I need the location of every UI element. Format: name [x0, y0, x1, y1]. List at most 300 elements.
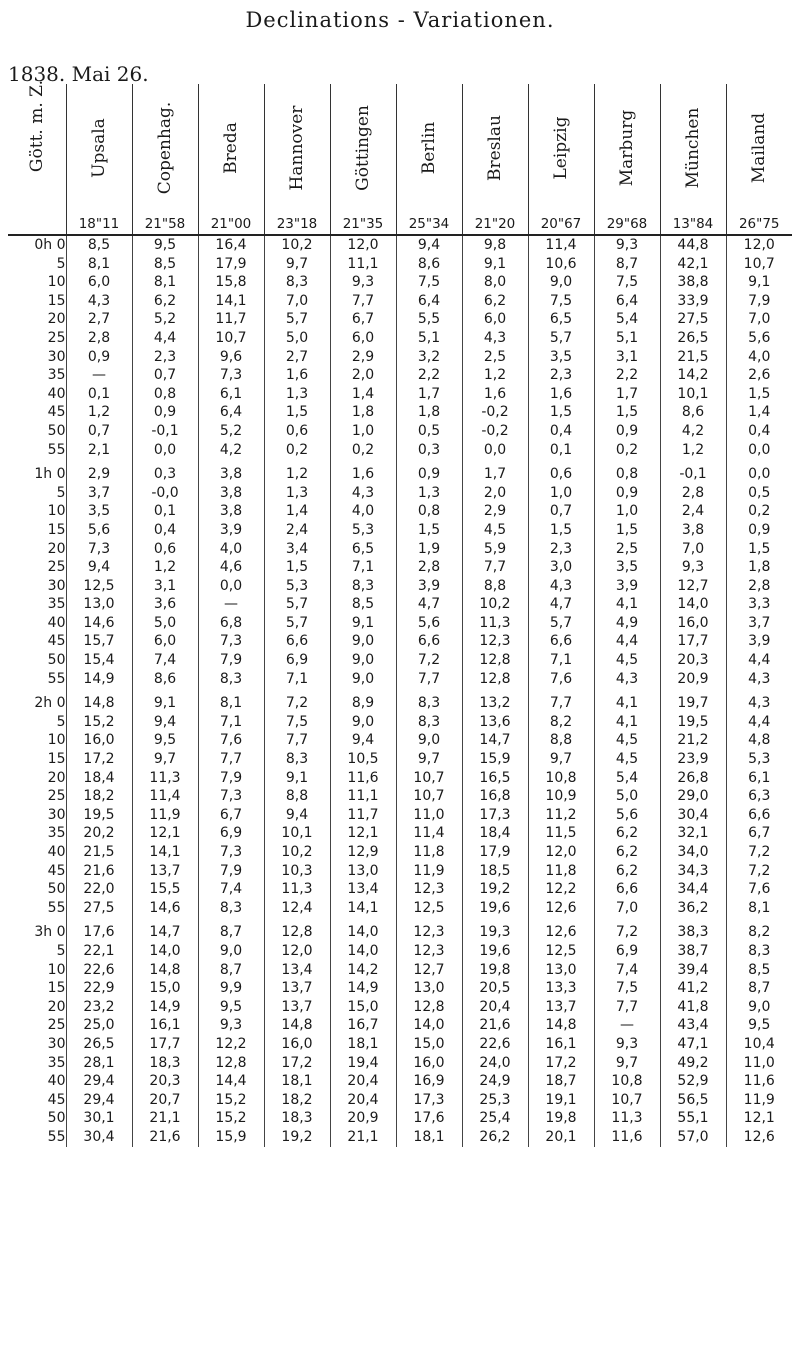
table-row — [8, 1072, 792, 1091]
time-cell: 30 — [47, 806, 66, 823]
table-row — [8, 787, 792, 806]
value-cell: 0,6 — [132, 540, 198, 559]
time-cell: 30 — [47, 348, 66, 365]
value-cell: 12,6 — [528, 917, 594, 942]
value-cell: 5,3 — [330, 521, 396, 540]
value-cell: 5,5 — [396, 310, 462, 329]
value-cell: 14,2 — [660, 366, 726, 385]
value-cell: 12,5 — [528, 942, 594, 961]
value-cell: 1,5 — [594, 403, 660, 422]
value-cell: 11,6 — [726, 1072, 792, 1091]
value-cell: 9,0 — [198, 942, 264, 961]
value-cell: 2,8 — [396, 558, 462, 577]
value-cell: 7,5 — [528, 292, 594, 311]
time-cell: 40 — [47, 614, 66, 631]
value-cell: 24,9 — [462, 1072, 528, 1091]
value-cell: 10,3 — [264, 862, 330, 881]
value-cell: 15,0 — [330, 998, 396, 1017]
value-cell: 12,9 — [330, 843, 396, 862]
value-cell: 7,2 — [594, 917, 660, 942]
value-cell: 2,2 — [396, 366, 462, 385]
table-row — [8, 577, 792, 596]
value-cell: 12,2 — [528, 880, 594, 899]
value-cell: 8,5 — [330, 595, 396, 614]
time-cell: 10 — [47, 961, 66, 978]
value-cell: 8,6 — [660, 403, 726, 422]
table-row — [8, 942, 792, 961]
value-cell: 4,0 — [198, 540, 264, 559]
value-cell: 1,5 — [726, 540, 792, 559]
value-cell: 4,5 — [594, 731, 660, 750]
time-cell: 40 — [47, 385, 66, 402]
value-cell: 1,2 — [66, 403, 132, 422]
value-cell: 19,7 — [660, 688, 726, 713]
value-cell: 15,8 — [198, 273, 264, 292]
value-cell: 5,9 — [462, 540, 528, 559]
value-cell: 5,6 — [726, 329, 792, 348]
value-cell: — — [66, 366, 132, 385]
station-name: Mailand — [749, 112, 770, 184]
value-cell: 0,6 — [264, 422, 330, 441]
value-cell: 1,7 — [594, 385, 660, 404]
value-cell: 4,0 — [726, 348, 792, 367]
table-row — [8, 595, 792, 614]
value-cell: 4,5 — [594, 750, 660, 769]
value-cell: 12,8 — [462, 651, 528, 670]
value-cell: 6,8 — [198, 614, 264, 633]
value-cell: 6,2 — [594, 824, 660, 843]
value-cell: 8,2 — [528, 713, 594, 732]
value-cell: 0,1 — [132, 502, 198, 521]
value-cell: 8,7 — [726, 979, 792, 998]
value-cell: 10,9 — [528, 787, 594, 806]
time-cell: 15 — [47, 292, 66, 309]
table-row — [8, 255, 792, 274]
scale-value: 29"68 — [606, 216, 648, 232]
value-cell: 2,0 — [462, 484, 528, 503]
value-cell: 13,0 — [330, 862, 396, 881]
value-cell: 12,0 — [264, 942, 330, 961]
time-cell: 55 — [47, 441, 66, 458]
value-cell: 1,2 — [264, 459, 330, 484]
value-cell: 9,5 — [198, 998, 264, 1017]
value-cell: 9,0 — [396, 731, 462, 750]
value-cell: 8,1 — [726, 899, 792, 918]
value-cell: 18,3 — [264, 1109, 330, 1128]
value-cell: 0,0 — [726, 459, 792, 484]
time-cell: 15 — [47, 980, 66, 997]
time-cell: 2h 0 — [34, 695, 66, 712]
value-cell: 6,2 — [132, 292, 198, 311]
scale-value: 21"58 — [144, 216, 186, 232]
value-cell: 18,1 — [396, 1128, 462, 1147]
value-cell: 0,4 — [132, 521, 198, 540]
value-cell: 1,5 — [726, 385, 792, 404]
value-cell: 3,0 — [528, 558, 594, 577]
value-cell: 0,0 — [462, 441, 528, 460]
value-cell: 15,2 — [198, 1091, 264, 1110]
column-header-station — [726, 84, 792, 235]
value-cell: 9,7 — [264, 255, 330, 274]
value-cell: 12,8 — [462, 670, 528, 689]
station-name: Breslau — [485, 115, 505, 181]
time-cell: 25 — [47, 329, 66, 346]
value-cell: 7,1 — [330, 558, 396, 577]
value-cell: 13,3 — [528, 979, 594, 998]
value-cell: 15,2 — [198, 1109, 264, 1128]
value-cell: 3,8 — [198, 484, 264, 503]
value-cell: 12,7 — [396, 961, 462, 980]
value-cell: 16,1 — [132, 1016, 198, 1035]
time-cell: 40 — [47, 1073, 66, 1090]
value-cell: 20,2 — [66, 824, 132, 843]
value-cell: 1,8 — [330, 403, 396, 422]
station-name: Gött. m. Z. — [26, 79, 47, 173]
value-cell: 38,8 — [660, 273, 726, 292]
time-cell: 15 — [47, 521, 66, 538]
value-cell: 1,6 — [330, 459, 396, 484]
time-cell: 30 — [47, 1035, 66, 1052]
value-cell: 2,4 — [264, 521, 330, 540]
value-cell: 15,9 — [462, 750, 528, 769]
table-row — [8, 632, 792, 651]
table-row — [8, 1128, 792, 1147]
value-cell: 7,0 — [264, 292, 330, 311]
value-cell: 15,9 — [198, 1128, 264, 1147]
value-cell: 7,3 — [66, 540, 132, 559]
value-cell: 11,2 — [528, 806, 594, 825]
value-cell: 11,0 — [396, 806, 462, 825]
value-cell: 9,4 — [132, 713, 198, 732]
value-cell: 7,5 — [264, 713, 330, 732]
value-cell: 1,3 — [264, 484, 330, 503]
value-cell: 4,3 — [330, 484, 396, 503]
value-cell: 2,1 — [66, 441, 132, 460]
table-row — [8, 310, 792, 329]
column-header-station — [594, 84, 660, 235]
value-cell: 20,4 — [462, 998, 528, 1017]
value-cell: 5,1 — [594, 329, 660, 348]
value-cell: 7,6 — [726, 880, 792, 899]
value-cell: 5,4 — [594, 769, 660, 788]
value-cell: 17,3 — [462, 806, 528, 825]
time-cell: 0h 0 — [34, 237, 66, 253]
value-cell: 12,1 — [132, 824, 198, 843]
value-cell: 11,3 — [264, 880, 330, 899]
time-cell: 25 — [47, 1017, 66, 1034]
table-row — [8, 292, 792, 311]
value-cell: 17,2 — [264, 1054, 330, 1073]
value-cell: 9,4 — [396, 235, 462, 255]
value-cell: 6,2 — [594, 862, 660, 881]
column-header-station — [66, 84, 132, 235]
value-cell: 7,5 — [594, 979, 660, 998]
value-cell: 2,6 — [726, 366, 792, 385]
value-cell: 25,4 — [462, 1109, 528, 1128]
column-header-station — [132, 84, 198, 235]
value-cell: 1,4 — [726, 403, 792, 422]
value-cell: 14,4 — [198, 1072, 264, 1091]
value-cell: 9,9 — [198, 979, 264, 998]
value-cell: 5,1 — [396, 329, 462, 348]
value-cell: 1,6 — [528, 385, 594, 404]
value-cell: 19,8 — [462, 961, 528, 980]
value-cell: 29,4 — [66, 1072, 132, 1091]
value-cell: 1,4 — [264, 502, 330, 521]
value-cell: 7,1 — [264, 670, 330, 689]
scale-value: 20"67 — [540, 216, 582, 232]
value-cell: 4,4 — [132, 329, 198, 348]
value-cell: 52,9 — [660, 1072, 726, 1091]
value-cell: 12,3 — [396, 942, 462, 961]
time-cell: 55 — [47, 1128, 66, 1145]
station-name: Marburg — [617, 109, 637, 187]
time-cell: 35 — [47, 825, 66, 842]
table-row — [8, 521, 792, 540]
value-cell: 8,8 — [528, 731, 594, 750]
scale-value: 21"20 — [474, 216, 516, 232]
value-cell: 2,4 — [660, 502, 726, 521]
value-cell: 3,5 — [594, 558, 660, 577]
value-cell: 6,6 — [726, 806, 792, 825]
value-cell: 8,5 — [66, 235, 132, 255]
value-cell: 2,7 — [264, 348, 330, 367]
column-header-station — [528, 84, 594, 235]
value-cell: 30,4 — [660, 806, 726, 825]
value-cell: 2,9 — [462, 502, 528, 521]
value-cell: 57,0 — [660, 1128, 726, 1147]
value-cell: 11,4 — [528, 235, 594, 255]
value-cell: 5,0 — [132, 614, 198, 633]
value-cell: 4,4 — [726, 651, 792, 670]
value-cell: 10,7 — [396, 769, 462, 788]
value-cell: 11,9 — [396, 862, 462, 881]
table-row — [8, 422, 792, 441]
value-cell: 34,4 — [660, 880, 726, 899]
value-cell: 14,0 — [660, 595, 726, 614]
record-date: 1838. Mai 26. — [8, 62, 149, 86]
value-cell: 21,2 — [660, 731, 726, 750]
value-cell: 12,5 — [396, 899, 462, 918]
value-cell: 8,1 — [198, 688, 264, 713]
value-cell: 3,5 — [66, 502, 132, 521]
time-cell: 5 — [56, 713, 66, 730]
column-header-station — [330, 84, 396, 235]
value-cell: 2,3 — [528, 540, 594, 559]
table-row — [8, 917, 792, 942]
value-cell: 1,6 — [462, 385, 528, 404]
time-cell: 1h 0 — [34, 466, 66, 483]
value-cell: 7,3 — [198, 632, 264, 651]
value-cell: 5,4 — [594, 310, 660, 329]
value-cell: 12,3 — [396, 880, 462, 899]
value-cell: 1,8 — [396, 403, 462, 422]
value-cell: 2,3 — [132, 348, 198, 367]
value-cell: 2,5 — [594, 540, 660, 559]
value-cell: 9,7 — [528, 750, 594, 769]
value-cell: 9,1 — [330, 614, 396, 633]
value-cell: 8,2 — [726, 917, 792, 942]
value-cell: 6,7 — [198, 806, 264, 825]
table-row — [8, 366, 792, 385]
value-cell: 9,0 — [330, 670, 396, 689]
value-cell: 8,3 — [396, 688, 462, 713]
table-row — [8, 329, 792, 348]
value-cell: 9,8 — [462, 235, 528, 255]
value-cell: 12,8 — [198, 1054, 264, 1073]
value-cell: 7,9 — [726, 292, 792, 311]
value-cell: 33,9 — [660, 292, 726, 311]
value-cell: 12,0 — [330, 235, 396, 255]
value-cell: 2,8 — [660, 484, 726, 503]
value-cell: 6,7 — [726, 824, 792, 843]
value-cell: 7,4 — [132, 651, 198, 670]
time-cell: 20 — [47, 998, 66, 1015]
station-name: Breda — [221, 122, 241, 174]
value-cell: 5,0 — [264, 329, 330, 348]
value-cell: 30,1 — [66, 1109, 132, 1128]
value-cell: 56,5 — [660, 1091, 726, 1110]
station-name: Berlin — [419, 121, 439, 175]
table-row — [8, 688, 792, 713]
value-cell: 1,3 — [396, 484, 462, 503]
value-cell: 9,5 — [132, 235, 198, 255]
value-cell: 5,7 — [264, 614, 330, 633]
value-cell: 21,1 — [132, 1109, 198, 1128]
station-name: München — [683, 107, 703, 189]
value-cell: 8,3 — [264, 273, 330, 292]
value-cell: 19,3 — [462, 917, 528, 942]
value-cell: 14,1 — [330, 899, 396, 918]
table-row — [8, 614, 792, 633]
value-cell: 0,4 — [528, 422, 594, 441]
value-cell: 7,4 — [594, 961, 660, 980]
value-cell: 21,5 — [66, 843, 132, 862]
value-cell: 13,7 — [264, 998, 330, 1017]
table-row — [8, 273, 792, 292]
value-cell: 20,9 — [660, 670, 726, 689]
value-cell: 0,2 — [264, 441, 330, 460]
value-cell: 1,4 — [330, 385, 396, 404]
value-cell: 5,7 — [264, 595, 330, 614]
value-cell: 13,6 — [462, 713, 528, 732]
value-cell: 0,7 — [132, 366, 198, 385]
table-row — [8, 998, 792, 1017]
value-cell: 5,7 — [528, 614, 594, 633]
value-cell: 9,0 — [330, 632, 396, 651]
value-cell: 6,1 — [726, 769, 792, 788]
value-cell: 14,2 — [330, 961, 396, 980]
value-cell: 16,9 — [396, 1072, 462, 1091]
value-cell: 6,6 — [396, 632, 462, 651]
time-cell: 30 — [47, 577, 66, 594]
time-cell: 45 — [47, 1091, 66, 1108]
value-cell: 10,2 — [264, 235, 330, 255]
table-row — [8, 862, 792, 881]
value-cell: 16,8 — [462, 787, 528, 806]
value-cell: 14,8 — [528, 1016, 594, 1035]
value-cell: 29,4 — [66, 1091, 132, 1110]
value-cell: 15,4 — [66, 651, 132, 670]
time-cell: 20 — [47, 540, 66, 557]
value-cell: 13,0 — [396, 979, 462, 998]
value-cell: 14,6 — [132, 899, 198, 918]
time-cell: 3h 0 — [34, 924, 66, 941]
value-cell: 20,1 — [528, 1128, 594, 1147]
value-cell: 20,3 — [132, 1072, 198, 1091]
value-cell: 8,1 — [66, 255, 132, 274]
value-cell: 20,3 — [660, 651, 726, 670]
value-cell: 15,0 — [132, 979, 198, 998]
value-cell: 8,3 — [396, 713, 462, 732]
value-cell: 10,8 — [528, 769, 594, 788]
value-cell: 21,6 — [66, 862, 132, 881]
column-header-station — [198, 84, 264, 235]
value-cell: 9,3 — [660, 558, 726, 577]
value-cell: 11,9 — [132, 806, 198, 825]
table-row — [8, 385, 792, 404]
value-cell: 19,2 — [462, 880, 528, 899]
value-cell: 18,1 — [330, 1035, 396, 1054]
time-cell: 5 — [56, 484, 66, 501]
station-name: Upsala — [89, 118, 109, 178]
value-cell: 7,0 — [594, 899, 660, 918]
value-cell: 4,2 — [660, 422, 726, 441]
value-cell: 14,9 — [66, 670, 132, 689]
value-cell: 1,5 — [528, 403, 594, 422]
column-header-station — [396, 84, 462, 235]
value-cell: 6,9 — [264, 651, 330, 670]
value-cell: 3,1 — [594, 348, 660, 367]
value-cell: 12,2 — [198, 1035, 264, 1054]
value-cell: 7,1 — [528, 651, 594, 670]
value-cell: 11,3 — [132, 769, 198, 788]
value-cell: 55,1 — [660, 1109, 726, 1128]
value-cell: -0,1 — [132, 422, 198, 441]
value-cell: 10,5 — [330, 750, 396, 769]
time-cell: 25 — [47, 559, 66, 576]
value-cell: 14,1 — [132, 843, 198, 862]
value-cell: 17,3 — [396, 1091, 462, 1110]
scale-value: 26"75 — [738, 216, 780, 232]
time-cell: 45 — [47, 404, 66, 421]
value-cell: 4,3 — [462, 329, 528, 348]
table-row — [8, 843, 792, 862]
value-cell: 6,6 — [528, 632, 594, 651]
value-cell: 42,1 — [660, 255, 726, 274]
value-cell: 20,9 — [330, 1109, 396, 1128]
scale-value: 18"11 — [78, 216, 120, 232]
value-cell: 2,9 — [330, 348, 396, 367]
time-cell: 10 — [47, 732, 66, 749]
value-cell: 13,0 — [528, 961, 594, 980]
value-cell: 18,2 — [66, 787, 132, 806]
value-cell: 22,0 — [66, 880, 132, 899]
value-cell: 47,1 — [660, 1035, 726, 1054]
value-cell: 10,2 — [264, 843, 330, 862]
value-cell: 14,0 — [132, 942, 198, 961]
value-cell: 3,6 — [132, 595, 198, 614]
station-name: Hannover — [287, 105, 307, 191]
value-cell: 4,3 — [528, 577, 594, 596]
value-cell: 24,0 — [462, 1054, 528, 1073]
value-cell: 13,4 — [330, 880, 396, 899]
value-cell: 11,3 — [462, 614, 528, 633]
value-cell: 16,4 — [198, 235, 264, 255]
value-cell: 7,7 — [528, 688, 594, 713]
value-cell: 12,4 — [264, 899, 330, 918]
value-cell: 0,5 — [396, 422, 462, 441]
